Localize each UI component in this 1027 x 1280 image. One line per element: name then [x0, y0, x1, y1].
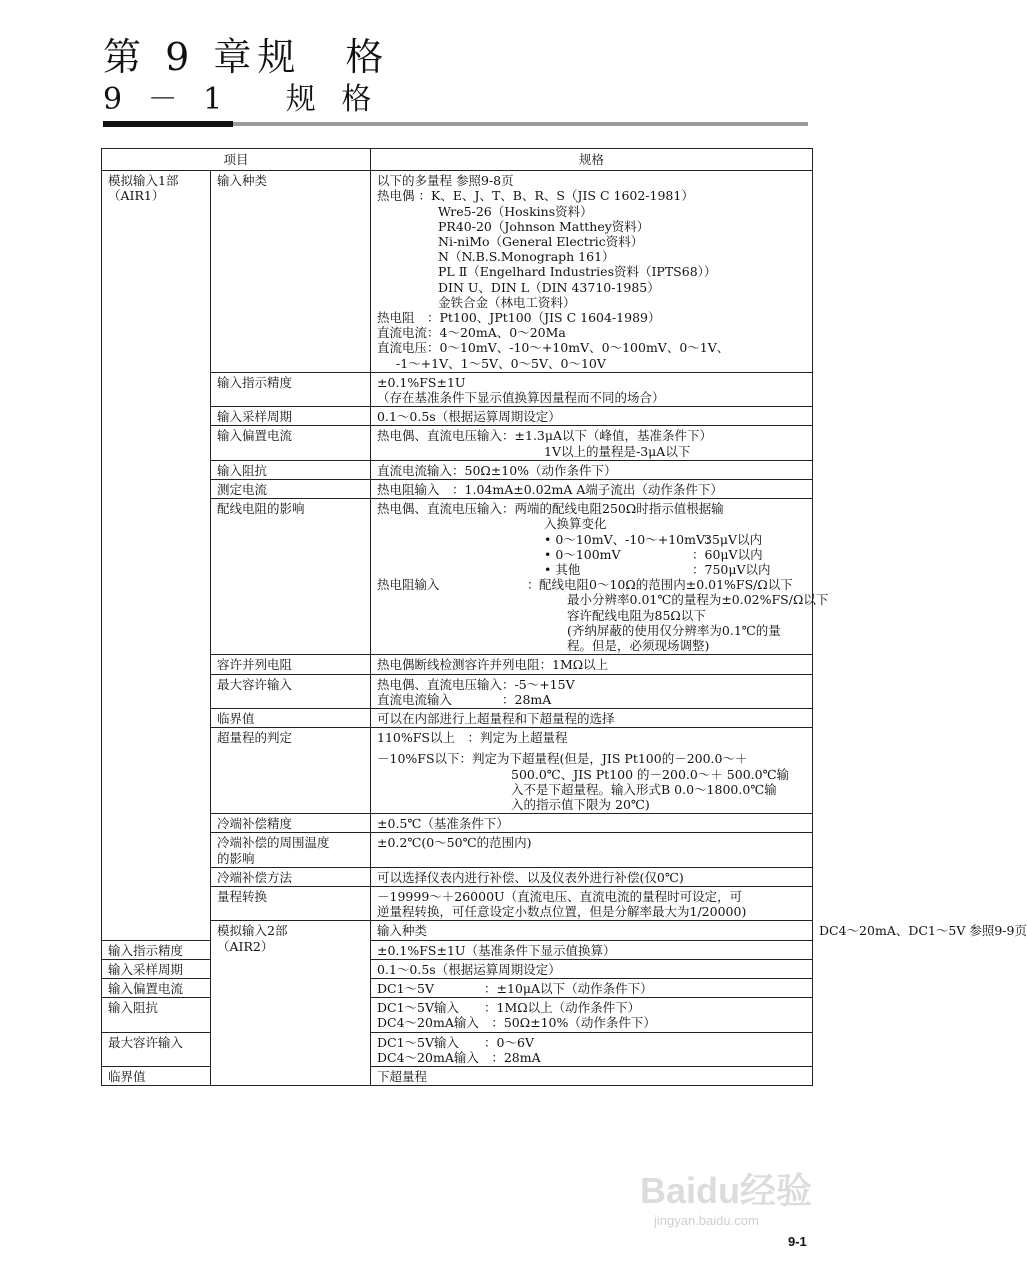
spec-line: 逆量程转换，可任意设定小数点位置，但是分解率最大为1/20000): [377, 904, 747, 920]
spec-line: DC1～5V输入 ：1MΩ以上（动作条件下）: [377, 1000, 641, 1016]
spec-table: [101, 148, 1027, 1086]
spec-value: [371, 655, 813, 674]
item-label: 输入偏置电流: [211, 426, 371, 460]
spec-value: [371, 708, 813, 727]
item-label: 输入采样周期: [211, 407, 371, 426]
spec-value: [371, 480, 813, 499]
bullet-value: ：60μV以内: [692, 546, 763, 562]
bullet-value: ：750μV以内: [692, 562, 771, 578]
table-row: [102, 1032, 813, 1066]
spec-line: DC4～20mA输入 ：50Ω±10%（动作条件下）: [377, 1015, 656, 1031]
spec-line: 0.1～0.5s（根据运算周期设定）: [377, 961, 561, 977]
spec-value: [371, 959, 813, 978]
spec-line: [377, 501, 807, 516]
spec-line: ±0.5℃（基准条件下）: [377, 816, 509, 832]
spec-line: Ni-niMo（General Electric资料）: [438, 234, 644, 250]
spec-line: PL Ⅱ（Engelhard Industries资料（IPTS68））: [438, 264, 717, 280]
spec-sep: ：: [527, 577, 540, 593]
item-label: 测定电流: [211, 480, 371, 499]
bullet-line: [377, 532, 807, 547]
spec-line: 直流电流输入 ：28mA: [377, 691, 552, 707]
spec-line: DC4～20mA输入 ：28mA: [377, 1049, 541, 1065]
group-name: 模拟输入1部: [108, 173, 179, 189]
item-label: 量程转换: [211, 886, 371, 920]
item-label: 输入种类: [371, 921, 813, 940]
spec-line: 容许配线电阻为85Ω以下: [567, 607, 706, 623]
spec-line: 直流电流输入：50Ω±10%（动作条件下）: [377, 462, 617, 478]
spec-value: [371, 728, 813, 814]
spec-line: [377, 577, 807, 592]
spec-line: ±0.2℃(0～50℃的范围内): [377, 835, 532, 851]
spec-value: [371, 171, 813, 373]
table-row: [102, 959, 813, 978]
spec-value: [371, 674, 813, 708]
spec-value: [371, 814, 813, 833]
spec-line: DC1～5V ：±10μA以下（动作条件下）: [377, 980, 653, 996]
spec-line: 热电阻输入 ：1.04mA±0.02mA A端子流出（动作条件下）: [377, 482, 723, 498]
spec-line: 热电偶断线检测容许并列电阻：1MΩ以上: [377, 657, 609, 673]
bullet-value: 35μV以内: [704, 531, 763, 547]
spec-line: ±0.1%FS±1U: [377, 374, 466, 390]
item-label: 输入阻抗: [102, 998, 211, 1032]
watermark-url: jingyan.baidu.com: [654, 1213, 759, 1228]
group-air2: [211, 921, 371, 1086]
item-label: 输入阻抗: [211, 460, 371, 479]
group-air1: [102, 171, 211, 940]
item-label: 输入指示精度: [102, 940, 211, 959]
bullet-key: • 0～10mV、-10～+10mV：: [544, 531, 718, 547]
spec-line: 热电偶 ：K、E、J、T、B、R、S（JIS C 1602-1981）: [377, 188, 694, 204]
item-label: 输入种类: [211, 171, 371, 373]
title-rule-thick: [103, 121, 233, 127]
item-label: [211, 833, 371, 867]
item-label-line: 的影响: [217, 850, 255, 866]
spec-line: N（N.B.S.Monograph 161）: [438, 249, 615, 265]
section-title: 9 － 1 规 格: [103, 82, 380, 117]
spec-value: [371, 940, 813, 959]
spec-value: [371, 372, 813, 406]
spec-line: -1～+1V、1～5V、0～5V、0～10V: [396, 355, 606, 371]
group-code: （AIR2）: [217, 938, 274, 954]
spec-line: 热电阻 ：Pt100、JPt100（JIS C 1604-1989）: [377, 310, 661, 326]
title-rule-thin: [233, 122, 808, 126]
page-number: 9-1: [788, 1234, 807, 1249]
spec-line: 直流电流：4～20mA、0～20Ma: [377, 325, 566, 341]
spec-line: 0.1～0.5s（根据运算周期设定）: [377, 409, 561, 425]
spec-key: 热电偶、直流电压输入：: [377, 501, 515, 517]
spec-line: 下超量程: [377, 1068, 428, 1084]
watermark-brand: Baidu经验: [640, 1170, 813, 1211]
item-label: 最大容许输入: [211, 674, 371, 708]
spec-line: －19999～＋26000U（直流电压、直流电流的量程时可设定，可: [377, 888, 743, 904]
spec-line: 入不是下超量程。输入形式B 0.0～1800.0℃输: [511, 781, 777, 797]
spec-text: 两端的配线电阻250Ω时指示值根据输: [514, 501, 724, 517]
table-row: 模拟输入2部 （AIR2） 输入种类 DC4～20mA、DC1～5V 参照9-9页: [102, 921, 813, 940]
spec-line: （存在基准条件下显示值换算因量程而不同的场合）: [377, 390, 665, 406]
spec-line: 热电偶、直流电压输入：±1.3μA以下（峰值，基准条件下）: [377, 428, 713, 444]
item-label: 输入指示精度: [211, 372, 371, 406]
item-label: 临界值: [102, 1066, 211, 1085]
spec-line: 金铁合金（林电工资料）: [438, 294, 576, 310]
spec-line: PR40-20（Johnson Matthey资料）: [438, 218, 650, 234]
spec-value: [371, 867, 813, 886]
item-label-line: 冷端补偿的周围温度: [217, 835, 330, 851]
spec-line: 入换算变化: [544, 516, 607, 532]
item-label: 冷端补偿精度: [211, 814, 371, 833]
item-label: 临界值: [211, 708, 371, 727]
spec-value: [371, 998, 813, 1032]
item-label: 冷端补偿方法: [211, 867, 371, 886]
bullet-line: [377, 562, 807, 577]
spec-line: Wre5-26（Hoskins资料）: [438, 203, 593, 219]
spec-text: 判定为下超量程(但是，JIS Pt100的－200.0～＋: [472, 751, 748, 767]
spec-line: 可以选择仪表内进行补偿、以及仪表外进行补偿(仅0℃): [377, 869, 684, 885]
spec-line: ±0.1%FS±1U（基准条件下显示值换算）: [377, 942, 616, 958]
table-header-row: [102, 149, 813, 171]
table-row: [102, 978, 813, 997]
spec-key: －10%FS以下：: [377, 751, 473, 767]
spec-value: [371, 499, 829, 655]
table-row: [102, 940, 813, 959]
item-label: 输入偏置电流: [102, 978, 211, 997]
spec-line: 1V以上的量程是-3μA以下: [544, 443, 691, 459]
spec-line: (齐纳屏蔽的使用仅分辨率为0.1℃的量: [567, 622, 781, 638]
spec-value: [371, 1032, 813, 1066]
baidu-jingyan-watermark: [640, 1165, 850, 1235]
chapter-title: 第 9 章规 格: [103, 35, 390, 79]
spec-value: [371, 833, 813, 867]
spec-value: [371, 460, 813, 479]
spec-line: DIN U、DIN L（DIN 43710-1985）: [438, 279, 660, 295]
spec-line: 直流电压：0～10mV、-10～+10mV、0～100mV、0～1V、: [377, 340, 730, 356]
spec-value: [371, 407, 813, 426]
bullet-line: [377, 547, 807, 562]
spec-line: DC1～5V输入 ：0～6V: [377, 1034, 534, 1050]
table-row: [102, 171, 813, 373]
group-name: 模拟输入2部: [217, 923, 288, 939]
spec-line: 热电偶、直流电压输入：-5～+15V: [377, 676, 575, 692]
item-label: 输入采样周期: [102, 959, 211, 978]
col-header-spec: 规格: [371, 149, 813, 171]
spec-line: 500.0℃、JIS Pt100 的－200.0～＋ 500.0℃输: [511, 766, 790, 782]
spec-value: [371, 886, 813, 920]
col-header-item: 项目: [102, 149, 371, 171]
spec-line: 程。但是，必须现场调整): [567, 638, 710, 654]
group-code: （AIR1）: [108, 188, 165, 204]
spec-line: 以下的多量程 参照9-8页: [377, 173, 514, 189]
spec-line: 入的指示值下限为 20℃): [511, 796, 650, 812]
table-row: [102, 1066, 813, 1085]
spec-line: 最小分辨率0.01℃的量程为±0.02%FS/Ω以下: [567, 592, 829, 608]
spec-line: 可以在内部进行上超量程和下超量程的选择: [377, 710, 615, 726]
item-label: 最大容许输入: [102, 1032, 211, 1066]
item-label: 超量程的判定: [211, 728, 371, 814]
item-label: 容许并列电阻: [211, 655, 371, 674]
table-row: [102, 998, 813, 1032]
bullet-key: • 其他: [544, 562, 581, 578]
spec-value: [371, 426, 813, 460]
spec-value: [371, 978, 813, 997]
spec-value: [371, 1066, 813, 1085]
spec-line: 110%FS以上 ：判定为上超量程: [377, 730, 568, 746]
bullet-key: • 0～100mV: [544, 546, 621, 562]
spec-text: 配线电阻0～10Ω的范围内±0.01%FS/Ω以下: [539, 577, 793, 593]
spec-key: 热电阻输入: [377, 577, 440, 593]
item-label: 配线电阻的影响: [211, 499, 371, 655]
spec-line: [377, 751, 807, 766]
